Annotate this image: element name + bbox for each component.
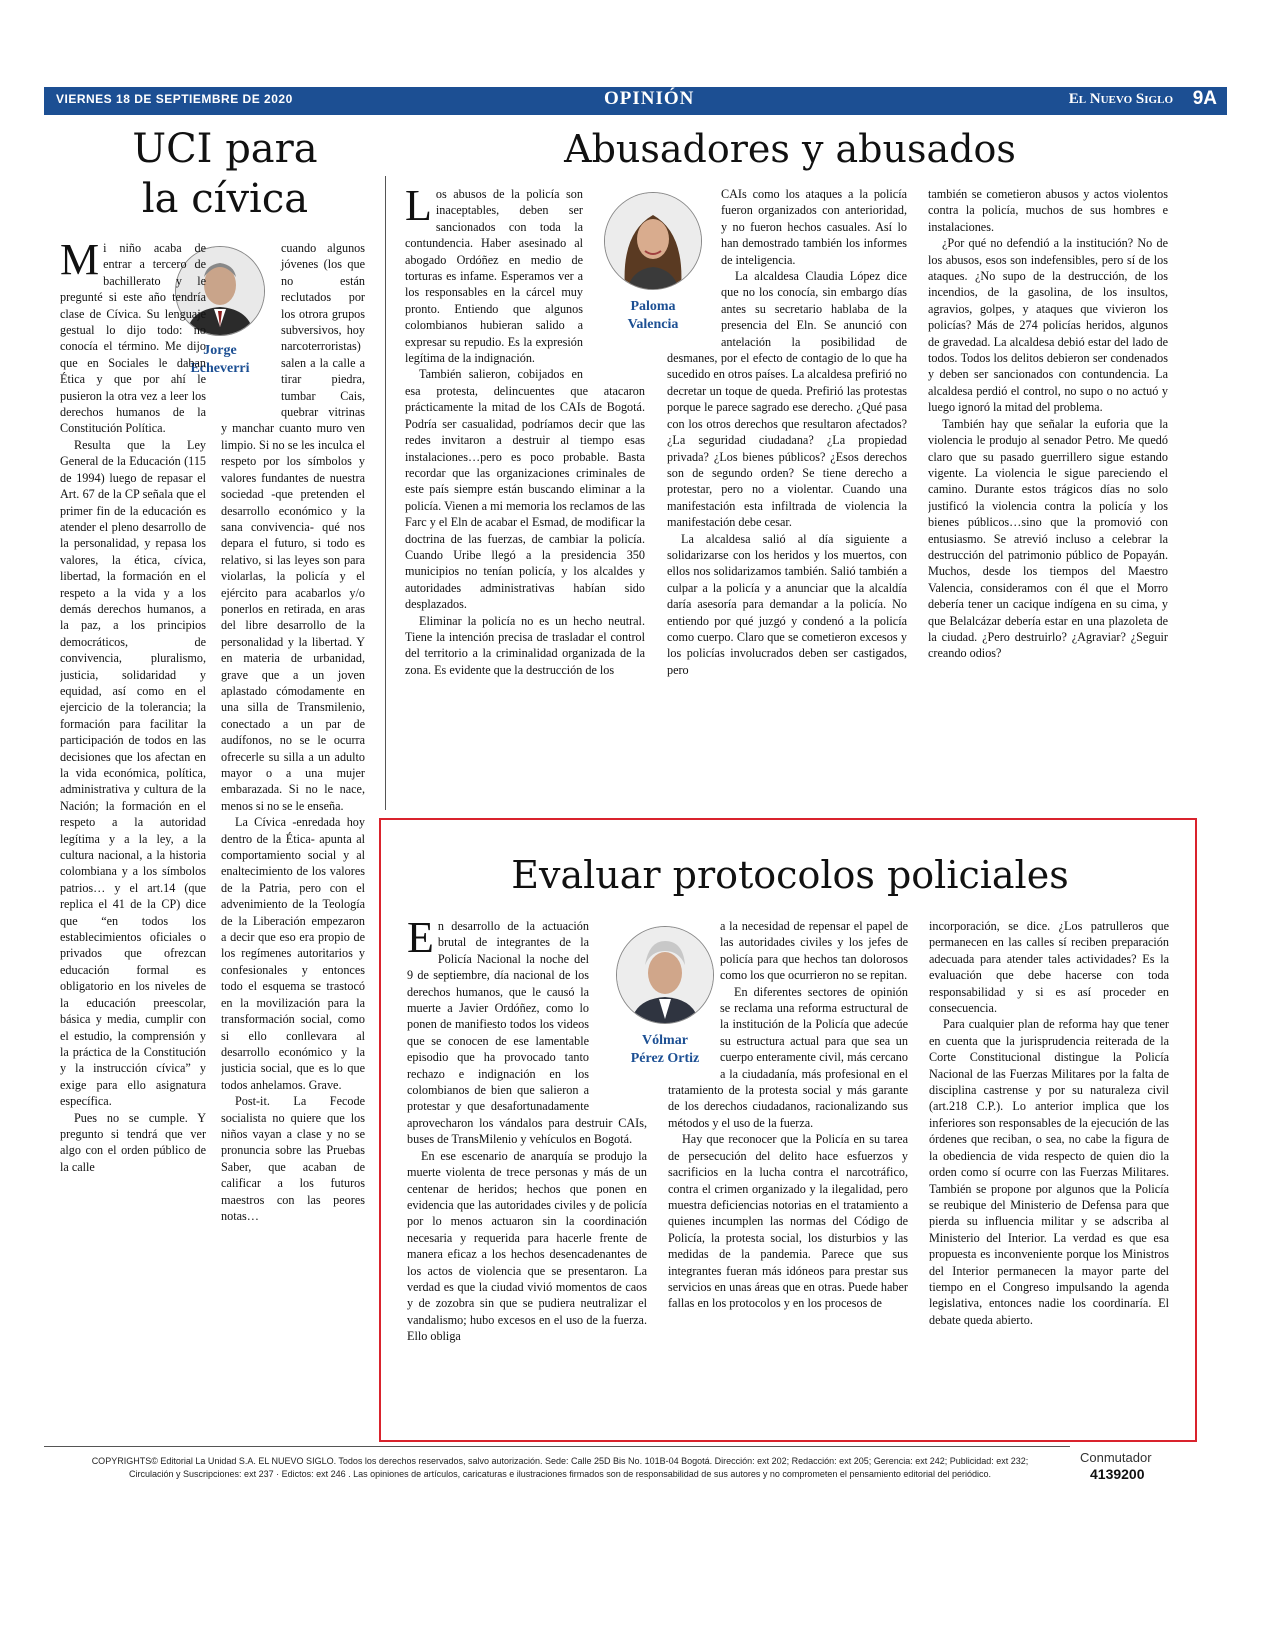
drop-cap: M	[60, 240, 100, 284]
article-protocolos-title: Evaluar protocolos policiales	[511, 853, 1069, 897]
paragraph-text: n desarrollo de la actuación brutal de integrantes de la Policía Nacional la noche del 9 de septiembre, día nacional de los derechos humanos, que le causó la muerte a Javier Ordóñez, como lo ponen de manifiesto todos los videos que se conocen de ese lamentable episodio que ha provocado tanto rechazo e indignación en los colombianos de bien que salieron a protestar y que desafortunadamente aprovecharon los vándalos para destruir CAIs, buses de TransMilenio y vehículos en Bogotá.	[407, 919, 647, 1147]
paragraph-text: os abusos de la policía son inaceptables, deben ser sancionados con toda la contundencia. Haber asesinado al abogado Ordóñez en medio de torturas es infame. Esperamos ver a los responsables en la cárcel muy pronto. Entiendo que algunos colombianos hubieran salido a expresar su repudio. Es la expresión legítima de la indignación.	[405, 187, 583, 366]
column-divider	[385, 176, 386, 810]
protocolos-column-1	[407, 918, 647, 1426]
author-last-name: Valencia	[627, 317, 679, 332]
paragraph	[60, 240, 206, 437]
author-first-name: Paloma	[630, 299, 676, 314]
abusadores-column-1	[405, 186, 645, 804]
paragraph: Eliminar la policía no es un hecho neutral. Tiene la intención precisa de trasladar el control del territorio a la criminalidad organizada de la zona. Es evidente que la destrucción de los	[405, 613, 645, 677]
paragraph: También hay que señalar la euforia que la violencia le produjo al senador Petro. Me quedó claro que su pasado guerrillero sigue estando vigente. La violencia le sigue pareciendo el camino. Durante estos trágicos días no solo justificó la violencia contra la policía y los bienes públicos…sino que la promovió con entusiasmo. Se atrevió incluso a celebrar la destrucción del patrimonio público de Popayán. Muchos, desde los tiempos del Maestro Valencia, consideramos con él que el Morro debería tener un cacique indígena en su cima, y que Belalcázar debería estar en una plazoleta de la ciudad. ¿Pero destruirlo? ¿Agraviar? ¿Seguir creando odios?	[928, 416, 1168, 661]
paragraph: También salieron, cobijados en esa protesta, delincuentes que atacaron prácticamente la mitad de los CAIs de Bogotá. Podría ser casualidad, podríamos decir que las redes invitaron a destruir al tiempo esas instalaciones…pero es poco probable. Basta recordar que las organizaciones criminales de este país siempre están buscando eliminar a la policía. Vienen a mi memoria los reclamos de las Farc y el Eln de acabar el Esmad, de modificar la doctrina de las fuerzas, de cambiar la policía. Cuando Uribe llegó a la presidencia 350 municipios no tenían policía, y los alcaldes y autoridades administrativas habían sido desplazados.	[405, 367, 645, 612]
drop-cap: E	[407, 918, 434, 962]
paragraph: CAIs como los ataques a la policía fueron organizados con anterioridad, y no fueron hechos casuales. Así lo han demostrado también los informes de inteligencia.	[721, 187, 907, 267]
paragraph: La Cívica -enredada hoy dentro de la Ética- apunta al comportamiento social y al enaltecimiento de los valores de la Patria, pero con el advenimiento de la Teología de la Liberación empezaron a decir que eso era propio de los regímenes autoritarios y confesionales y entonces todo el esquema se trastocó en la movilización para la transformación social, como si ello conllevara al desarrollo económico y la justicia social, que es lo que todos anhelamos. Grave.	[221, 815, 365, 1092]
paragraph: incorporación, se dice. ¿Los patrulleros que permanecen en las calles sí reciben preparación adecuada para atender tales actividades? Es la evaluación que debe hacerse con toda responsabilidad y si es así proceder en consecuencia.	[929, 919, 1169, 1016]
abusadores-column-3	[928, 186, 1168, 804]
uci-column-2	[221, 240, 365, 1430]
page-number: 9A	[1192, 88, 1217, 109]
paragraph-text: i niño acaba de entrar a tercero de bachillerato y le pregunté si este año tendría clase de Cívica. Su lenguaje gestual lo dijo todo: no conocía el término. Me dijo que en Sociales le daban Ética y que por ahí le pusieron la otra vez a leer los derechos humanos de la Constitución Política.	[60, 241, 206, 436]
drop-cap: L	[405, 186, 432, 230]
protocolos-column-3	[929, 918, 1169, 1426]
paragraph: Pues no se cumple. Y pregunto si tendrá que ver algo con el orden público de la calle	[60, 1110, 206, 1174]
footer-line-1: COPYRIGHTS© Editorial La Unidad S.A. EL NUEVO SIGLO. Todos los derechos reservados, salvo autorización. Sede: Calle 25D Bis No. 101B-04 Bogotá. Dirección: ext 202; Redacción: ext 205; Gerencia: ext 242; Publicidad: ext 232;	[91, 1456, 1029, 1466]
paragraph: Hay que reconocer que la Policía en su tarea de persecución del delito hace esfuerzos y sacrificios en la lucha contra el narcotráfico, contra el crimen organizado y la ilegalidad, pero muestra deficiencias notorias en el tratamiento a quienes incumplen las normas del Código de Policía, la protesta social, los disturbios y las medidas de la pandemia. Parece que sus integrantes fueran más idóneos para prestar sus servicios en unas áreas que en otras. Puede haber fallas en los protocolos y en los procesos de	[668, 1132, 908, 1311]
author-last-name: Pérez Ortiz	[630, 1051, 700, 1066]
paragraph: también se cometieron abusos y actos violentos contra la policía, muchos de sus hombres e instalaciones.	[928, 187, 1168, 234]
paragraph: a la necesidad de repensar el papel de las autoridades civiles y los jefes de policía para que hechos tan dolorosos como los que ocurrieron no se repitan.	[720, 919, 908, 983]
paragraph: Resulta que la Ley General de la Educación (115 de 1994) luego de repasar el Art. 67 de la CP señala que el primer fin de la educación es atender el pleno desarrollo de la personalidad, y repasa los valores, la ética, cívica, libertad, la formación en el respeto a la vida y a los demás derechos humanos, a la paz, a los principios democráticos, de convivencia, pluralismo, justicia, solidaridad y equidad, así como en el ejercicio de la tolerancia; la formación para facilitar la participación de todos en las decisiones que los afectan en la vida económica, política, administrativa y cultura de la Nación; la formación en el respeto a la autoridad legítima y a la ley, a la cultura nacional, a la historia colombiana y a los símbolos patrios… y el art.14 (que replica el 41 de la CP) dice que “en todos los establecimientos oficiales o privados que ofrezcan educación formal es obligatorio en los niveles de la educación preescolar, básica y media, cumplir con el estudio, la comprensión y la práctica de la Constitución y la instrucción cívica” y exige para ello asignatura específica.	[60, 437, 206, 1109]
article-abusadores-title: Abusadores y abusados	[564, 127, 1016, 171]
article-uci-title	[60, 124, 390, 224]
newspaper-name: El Nuevo Siglo	[1068, 91, 1173, 107]
footer-credits	[80, 1455, 1040, 1481]
issue-date: VIERNES 18 DE SEPTIEMBRE DE 2020	[56, 92, 293, 106]
protocolos-column-2	[668, 918, 908, 1426]
paragraph: En diferentes sectores de opinión se reclama una reforma estructural de la institución de la Policía que adecúe su estructura actual para que sea un cuerpo enteramente civil, más cercano a la ciudadanía, más profesional en el tratamiento de la protesta social y más garante de los derechos ciudadanos, racionalizando sus métodos y el uso de la fuerza.	[668, 984, 908, 1130]
switchboard-number: 4139200	[1090, 1466, 1145, 1482]
footer-rule	[44, 1446, 1070, 1447]
uci-column-1	[60, 240, 206, 1430]
section-name: OPINIÓN	[604, 88, 695, 109]
title-line-1: UCI para	[132, 126, 318, 172]
paragraph: Post-it. La Fecode socialista no quiere que los niños vayan a clase y no se pronuncia sobre las Pruebas Saber, que acaban de calificar a los futuros maestros con las peores notas…	[221, 1094, 365, 1223]
paragraph: En ese escenario de anarquía se produjo la muerte violenta de trece personas y más de un centenar de heridos; hechos que ponen en evidencia que las autoridades civiles y de policía por lo menos actuaron sin la coordinación necesaria y requerida para hacerle frente de manera eficaz a los hechos desencadenantes de los actos de violencia que se presentaron. La verdad es que la ciudad vivió momentos de caos y de zozobra sin que se pudiera neutralizar el vandalismo; hubo excesos en el uso de la fuerza. Ello obliga	[407, 1148, 647, 1344]
author-last-name: Echeverri	[190, 361, 250, 376]
paragraph: cuando algunos jóvenes (los que no están reclutados por los otrora grupos subversivos, hoy narcoterroristas) salen a la calle a tirar piedra, tumbar Cais, quebrar vitrinas y manchar cuanto muro ven limpio. Si no se les inculca el respeto por los símbolos y valores fundantes de nuestra sociedad -que pretenden el desarrollo económico y la sana convivencia- qué nos depara el futuro, si todo es relativo, si las leyes son para violarlas, la policía y el ejército para acabarlos y/o ponerlos en retirada, en aras del libre desarrollo de la personalidad y la libertad. Y en materia de urbanidad, grave que a un joven aplastado cómodamente en una silla de Transmilenio, conectado a un par de audífonos, no se le ocurra ofrecerle su silla a un adulto mayor o a una mujer embarazada. Si no le nace, menos si no se le enseña.	[221, 241, 365, 813]
title-line-2: la cívica	[141, 176, 309, 222]
author-first-name: Jorge	[203, 343, 237, 358]
abusadores-column-2	[667, 186, 907, 804]
author-first-name: Vólmar	[642, 1033, 688, 1048]
footer-line-2: Circulación y Suscripciones: ext 237 · Edictos: ext 246 . Las opiniones de artículos, caricaturas e ilustraciones firmados son de responsabilidad de sus autores y no comprometen el pensamiento editorial del periódico.	[129, 1469, 991, 1479]
paragraph: Para cualquier plan de reforma hay que tener en cuenta que la jurisprudencia reiterada de la Corte Constitucional distingue la Policía Nacional de las Fuerzas Militares por la falta de disciplina castrense y por su naturaleza civil (art.218 C.P.). Lo anterior implica que los inferiores son responsables de la ejecución de las órdenes que reciban, o sea, no cabe la figura de la obediencia de vida respecto de quien dio la orden como sí ocurre con las Fuerzas Militares. También se propone por algunos que la Policía se reubique del Ministerio de Defensa para que pierda su influencia militar y se adscriba al Ministerio del Interior. La verdad es que esa propuesta es inconveniente porque los Ministros del Interior permanecen la mayor parte del tiempo en el Congreso impulsando la agenda legislativa, entonces nadie los coordinaría. El debate queda abierto.	[929, 1017, 1169, 1327]
page-header-band	[44, 87, 1227, 115]
switchboard-label: Conmutador	[1080, 1450, 1152, 1465]
paragraph: La alcaldesa salió al día siguiente a solidarizarse con los heridos y los muertos, con ellos nos solidarizamos también. Salió también a culpar a la policía y a anunciar que la alcaldía daría asesoría para demandar a la policía. No entiendo por qué juzgó y condenó a la policía como cuerpo. Claro que se cometieron excesos y los policías involucrados deben ser castigados, pero	[667, 531, 907, 677]
paragraph: La alcaldesa Claudia López dice que no los conocía, sin embargo días antes su secretario hablaba de la presencia del Eln. Se anunció con antelación la posibilidad de desmanes, por el efecto de contagio de lo que ha sucedido en otros países. La alcaldesa prefirió no decretar un toque de queda. Prefirió las protestas porque le parece sagrado ese derecho. ¿Qué pasa con los otros derechos que resultaron afectados? ¿La seguridad ciudadana? ¿La propiedad privada? ¿Los bienes públicos? ¿Esos derechos son de segundo orden? Se tiene derecho a protestar, pero no a violentar. Cuando una manifestación esta infiltrada de violencia la manifestación debe cesar.	[667, 269, 907, 530]
paragraph: ¿Por qué no defendió a la institución? No de los abusos, esos son indefensibles, pero sí de los ataques. ¿No supo de la destrucción, de los incendios, de la gasolina, de los insultos, agravios, golpes, y ataques que vivieron los policías? Más de 274 policías heridos, algunos de gravedad. La alcaldesa debió estar del lado de todos. Todos los delitos debieron ser condenados y deben ser sancionados con contundencia. La alcaldesa perdió el control, no supo o no actuó y luego ignoró la mitad del problema.	[928, 236, 1168, 415]
